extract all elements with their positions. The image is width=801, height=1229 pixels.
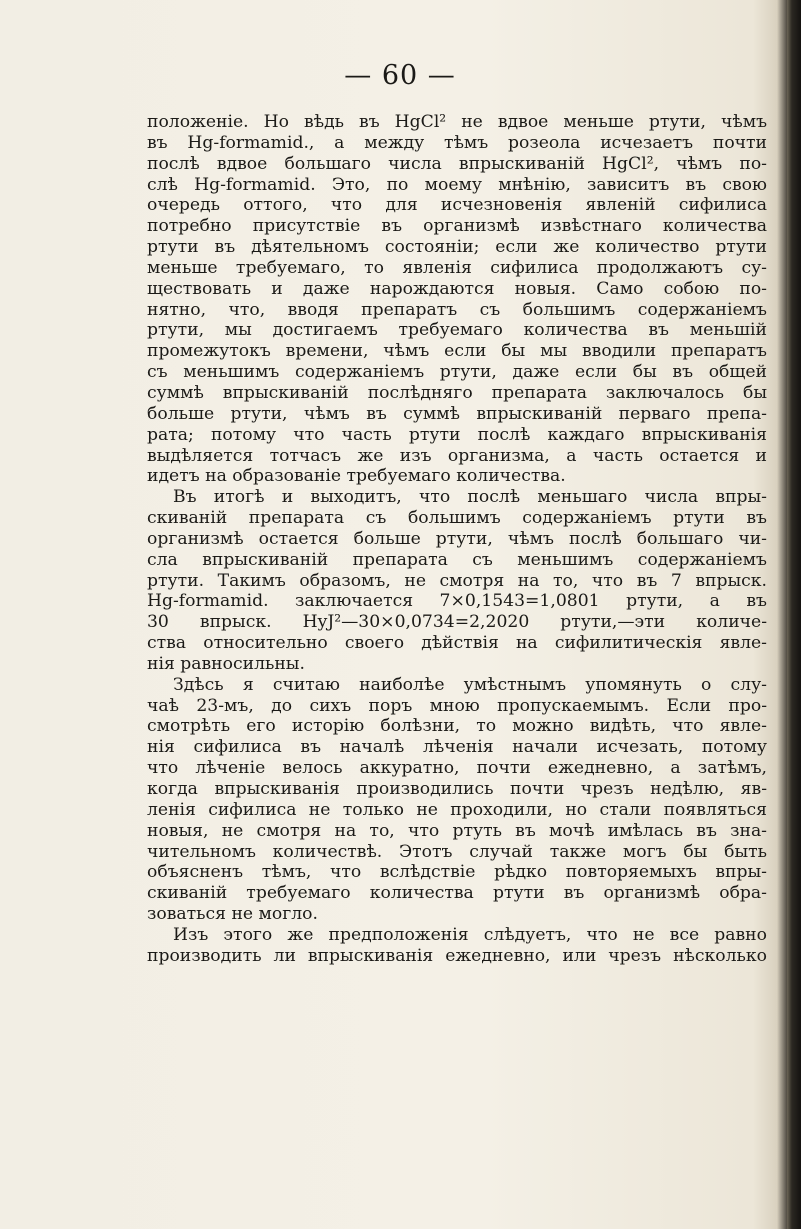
text-line: идетъ на образованіе требуемаго количества. — [147, 466, 566, 487]
text-line: очередь оттого, что для исчезновенія явленій сифилиса — [147, 195, 767, 216]
text-line: сла впрыскиваній препарата съ меньшимъ содержаніемъ — [147, 549, 767, 570]
text-line: выдѣляется тотчасъ же изъ организма, а часть остается и — [147, 445, 767, 466]
text-line: положеніе. Но вѣдь въ HgCl² не вдвое меньше ртути, чѣмъ — [147, 112, 767, 132]
text-line: ленія сифилиса не только не проходили, но стали появляться — [147, 799, 767, 820]
text-line: послѣ вдвое большаго числа впрыскиваній HgCl², чѣмъ по- — [147, 153, 767, 174]
text-line: чаѣ 23-мъ, до сихъ поръ мною пропускаемымъ. Если про- — [147, 695, 767, 716]
text-line: Въ итогѣ и выходитъ, что послѣ меньшаго числа впры- — [173, 487, 767, 508]
text-line: 30 впрыск. HyJ²—30×0,0734=2,2020 ртути,—эти количе- — [147, 612, 767, 633]
text-line: ртути въ дѣятельномъ состояніи; если же количество ртути — [147, 237, 767, 258]
text-line: промежутокъ времени, чѣмъ если бы мы вводили препаратъ — [147, 341, 767, 362]
text-line: ществовать и даже нарождаются новыя. Само собою по- — [147, 278, 767, 299]
text-line: суммѣ впрыскиваній послѣдняго препарата заключалось бы — [147, 382, 767, 403]
text-line: Hg-formamid. заключается 7×0,1543=1,0801 ртути, а въ — [147, 591, 767, 612]
text-line: слѣ Hg-formamid. Это, по моему мнѣнію, зависитъ въ свою — [147, 174, 767, 195]
text-line: нія сифилиса въ началѣ лѣченія начали исчезать, потому — [147, 737, 767, 758]
text-line: когда впрыскиванія производились почти чрезъ недѣлю, яв- — [147, 779, 767, 799]
text-line: организмѣ остается больше ртути, чѣмъ послѣ большаго чи- — [147, 528, 767, 549]
text-line: рата; потому что часть ртути послѣ каждаго впрыскиванія — [147, 424, 767, 445]
text-line: скиваній требуемаго количества ртути въ организмѣ обра- — [147, 883, 767, 904]
text-line: въ Hg-formamid., а между тѣмъ розеола исчезаетъ почти — [147, 132, 767, 153]
text-line: скиваній препарата съ большимъ содержаніемъ ртути въ — [147, 508, 767, 529]
text-line: ртути, мы достигаемъ требуемаго количества въ меньшій — [147, 320, 767, 341]
text-line: Здѣсь я считаю наиболѣе умѣстнымъ упомянуть о слу- — [173, 674, 767, 695]
text-line: больше ртути, чѣмъ въ суммѣ впрыскиваній перваго препа- — [147, 403, 767, 424]
text-line: новыя, не смотря на то, что ртуть въ мочѣ имѣлась въ зна- — [147, 820, 767, 841]
text-line: объясненъ тѣмъ, что вслѣдствіе рѣдко повторяемыхъ впры- — [147, 862, 767, 883]
body-text — [147, 112, 767, 967]
text-line: меньше требуемаго, то явленія сифилиса продолжаютъ су- — [147, 257, 767, 278]
text-line: потребно присутствіе въ организмѣ извѣстнаго количества — [147, 216, 767, 237]
text-line: Изъ этого же предположенія слѣдуетъ, что не все равно — [173, 924, 767, 945]
text-line: производить ли впрыскиванія ежедневно, или чрезъ нѣсколько — [147, 945, 767, 966]
text-line: зоваться не могло. — [147, 904, 318, 925]
text-line: что лѣченіе велось аккуратно, почти ежедневно, а затѣмъ, — [147, 758, 767, 779]
page-binding-edge — [787, 0, 801, 1229]
text-line: съ меньшимъ содержаніемъ ртути, даже если бы въ общей — [147, 362, 767, 383]
text-line: чительномъ количествѣ. Этотъ случай также могъ бы быть — [147, 841, 767, 862]
page-number: — 60 — — [344, 60, 456, 91]
text-line: смотрѣть его исторію болѣзни, то можно видѣть, что явле- — [147, 716, 767, 737]
text-line: нія равносильны. — [147, 653, 305, 674]
text-line: ртути. Такимъ образомъ, не смотря на то, что въ 7 впрыск. — [147, 570, 767, 591]
text-line: ства относительно своего дѣйствія на сифилитическія явле- — [147, 633, 767, 654]
text-line: нятно, что, вводя препаратъ съ большимъ содержаніемъ — [147, 299, 767, 320]
